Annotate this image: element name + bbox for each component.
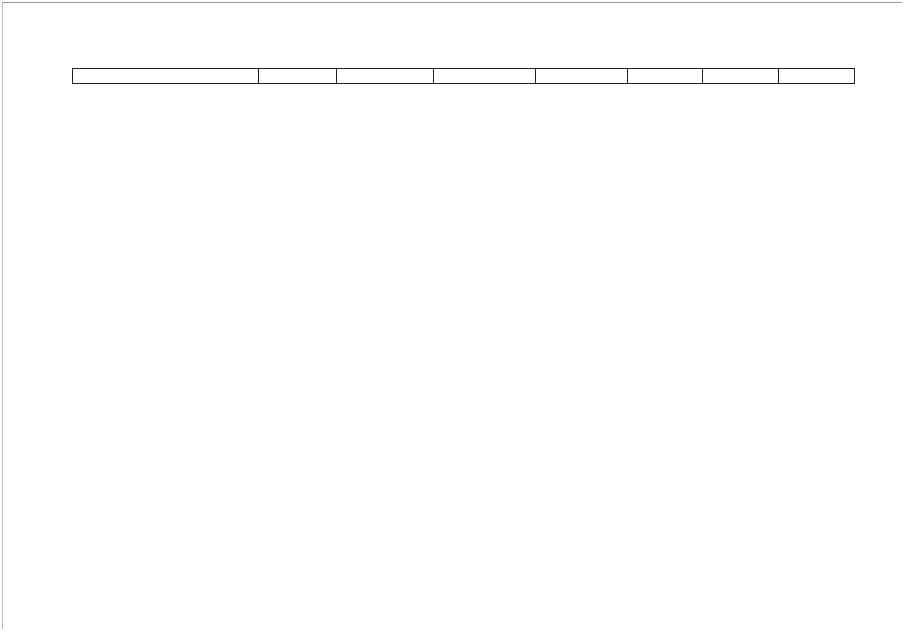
table-body <box>73 69 855 84</box>
column-header <box>434 69 536 84</box>
header-row <box>73 69 855 84</box>
column-header <box>259 69 337 84</box>
column-header <box>703 69 779 84</box>
column-header <box>779 69 855 84</box>
column-header <box>536 69 628 84</box>
scan-frame <box>2 2 902 629</box>
column-header <box>337 69 434 84</box>
column-header <box>628 69 703 84</box>
column-header <box>73 69 259 84</box>
cost-table <box>72 68 855 84</box>
